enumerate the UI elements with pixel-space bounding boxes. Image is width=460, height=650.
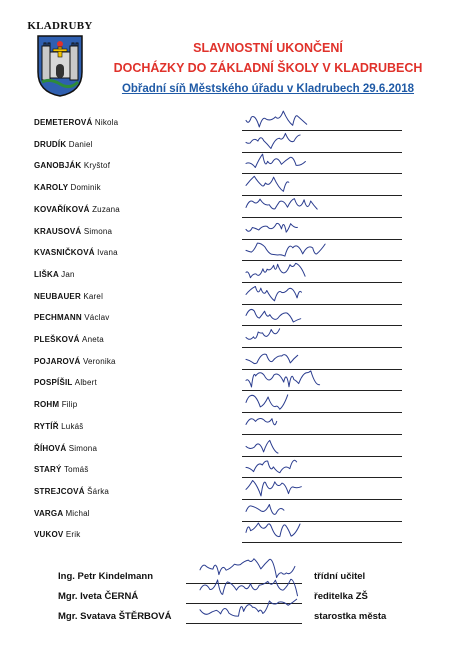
student-surname: KVASNIČKOVÁ xyxy=(34,248,95,258)
signature-row xyxy=(34,161,394,179)
signature-row xyxy=(34,205,394,223)
student-first-name: Zuzana xyxy=(92,204,120,214)
signature-row xyxy=(34,422,394,440)
student-first-name: Lukáš xyxy=(61,421,84,431)
student-name xyxy=(34,248,118,257)
signature-row xyxy=(34,400,394,418)
crest-title: KLADRUBY xyxy=(27,20,93,32)
student-name xyxy=(34,118,118,127)
town-crest xyxy=(26,20,94,106)
student-first-name: Michal xyxy=(65,508,90,518)
coat-of-arms-icon xyxy=(36,34,84,98)
staff-name: Mgr. Iveta ČERNÁ xyxy=(58,591,139,602)
signature-row xyxy=(34,183,394,201)
student-first-name: Tomáš xyxy=(63,465,89,475)
student-surname: STREJCOVÁ xyxy=(34,486,85,496)
signature-row xyxy=(34,227,394,245)
staff-name: Mgr. Svatava ŠTĚRBOVÁ xyxy=(58,611,172,622)
student-name xyxy=(34,530,80,539)
student-name xyxy=(34,313,109,322)
student-first-name: Ivana xyxy=(97,248,118,258)
staff-name: Ing. Petr Kindelmann xyxy=(58,571,154,582)
student-first-name: Filip xyxy=(61,400,78,410)
signature-row xyxy=(34,465,394,483)
student-surname: STARÝ xyxy=(34,465,62,475)
signature-row xyxy=(34,530,394,548)
student-first-name: Aneta xyxy=(82,335,104,344)
student-first-name: Václav xyxy=(84,313,110,323)
student-name xyxy=(34,205,120,214)
signature-row xyxy=(34,140,394,158)
staff-signature-row xyxy=(58,611,438,629)
student-first-name: Dominik xyxy=(70,183,101,193)
student-name xyxy=(34,378,97,387)
student-name xyxy=(34,161,110,170)
student-surname: DRUDÍK xyxy=(34,139,67,149)
signature-row xyxy=(34,270,394,288)
student-surname: DEMETEROVÁ xyxy=(34,118,93,127)
student-first-name: Kryštof xyxy=(83,161,111,171)
student-first-name: Albert xyxy=(74,378,97,388)
ceremony-subtitle: DOCHÁZKY DO ZÁKLADNÍ ŠKOLY V KLADRUBECH xyxy=(113,61,423,75)
student-name xyxy=(34,422,84,431)
student-surname: POJAROVÁ xyxy=(34,356,81,366)
staff-role: ředitelka ZŠ xyxy=(314,591,368,602)
handwritten-signature xyxy=(244,518,334,544)
student-surname: VARGA xyxy=(34,508,63,518)
student-name xyxy=(34,270,75,279)
signature-row xyxy=(34,248,394,266)
student-name xyxy=(34,487,109,496)
student-name xyxy=(34,400,77,409)
student-first-name: Simona xyxy=(68,443,98,453)
signature-row xyxy=(34,378,394,396)
student-first-name: Jan xyxy=(61,269,75,279)
student-surname: VUKOV xyxy=(34,530,64,540)
student-surname: RYTÍŘ xyxy=(34,421,59,431)
signature-row xyxy=(34,335,394,353)
student-surname: KOVAŘÍKOVÁ xyxy=(34,204,90,214)
student-first-name: Simona xyxy=(83,226,113,236)
student-name xyxy=(34,465,89,474)
student-surname: LIŠKA xyxy=(34,269,59,279)
student-first-name: Karel xyxy=(83,291,104,301)
student-surname: KAROLY xyxy=(34,183,69,193)
student-first-name: Daniel xyxy=(68,139,93,149)
ceremony-venue-date: Obřadní síň Městského úřadu v Kladrubech 29.6.2018 xyxy=(121,83,415,95)
student-name xyxy=(34,227,112,236)
student-name xyxy=(34,335,104,344)
student-surname: ŘÍHOVÁ xyxy=(34,443,67,453)
student-name xyxy=(34,509,90,518)
signature-row xyxy=(34,292,394,310)
student-name xyxy=(34,183,101,192)
signature-row xyxy=(34,509,394,527)
student-surname: PECHMANN xyxy=(34,313,82,323)
student-surname: GANOBJÁK xyxy=(34,161,82,171)
student-name xyxy=(34,357,116,366)
student-first-name: Šárka xyxy=(87,486,110,496)
student-name xyxy=(34,140,93,149)
student-first-name: Nikola xyxy=(94,118,119,127)
student-first-name: Erik xyxy=(65,530,81,540)
student-name xyxy=(34,444,97,453)
signature-row xyxy=(34,357,394,375)
student-first-name: Veronika xyxy=(82,356,116,366)
signature-row xyxy=(34,444,394,462)
student-surname: KRAUSOVÁ xyxy=(34,226,82,236)
student-name xyxy=(34,292,103,301)
staff-role: starostka města xyxy=(314,611,387,622)
handwritten-signature xyxy=(198,593,308,625)
signature-row xyxy=(34,313,394,331)
signature-row xyxy=(34,487,394,505)
student-surname: ROHM xyxy=(34,400,60,410)
student-surname: POSPÍŠIL xyxy=(34,378,73,388)
ceremony-title: SLAVNOSTNÍ UKONČENÍ xyxy=(193,41,343,55)
staff-role: třídní učitel xyxy=(314,571,366,582)
student-surname: PLEŠKOVÁ xyxy=(34,335,80,344)
signature-row xyxy=(34,118,394,136)
student-surname: NEUBAUER xyxy=(34,291,81,301)
